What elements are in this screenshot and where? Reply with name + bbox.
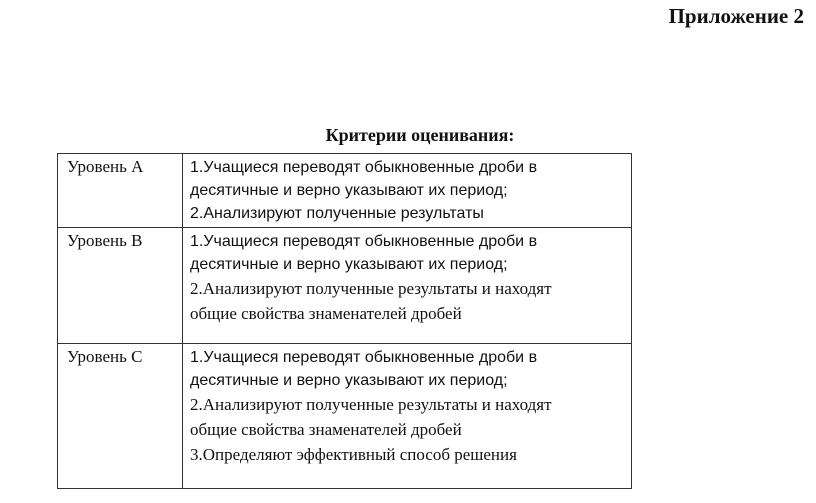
criterion-line: 3.Определяют эффективный способ решения xyxy=(190,445,517,464)
criteria-table xyxy=(57,153,632,489)
level-cell: Уровень C xyxy=(58,344,183,489)
criterion-line: десятичные и верно указывают их период; xyxy=(190,182,508,199)
criterion-line: 1.Учащиеся переводят обыкновенные дроби в xyxy=(190,349,538,366)
criterion-line: общие свойства знаменателей дробей xyxy=(190,304,462,323)
criterion-line: 1.Учащиеся переводят обыкновенные дроби в xyxy=(190,233,538,250)
appendix-label: Приложение 2 xyxy=(668,4,804,28)
document-title: Критерии оценивания: xyxy=(325,125,515,145)
description-cell xyxy=(183,228,632,344)
table-row-level-a xyxy=(58,154,632,228)
level-cell: Уровень A xyxy=(58,154,183,228)
criterion-line: 1.Учащиеся переводят обыкновенные дроби в xyxy=(190,159,538,176)
criterion-line: десятичные и верно указывают их период; xyxy=(190,256,508,273)
criterion-line: десятичные и верно указывают их период; xyxy=(190,372,508,389)
criterion-line: общие свойства знаменателей дробей xyxy=(190,420,462,439)
criterion-line: 2.Анализируют полученные результаты и находят xyxy=(190,279,552,298)
description-cell xyxy=(183,344,632,489)
level-cell: Уровень B xyxy=(58,228,183,344)
table-row-level-b xyxy=(58,228,632,344)
criterion-line: 2.Анализируют полученные результаты и находят xyxy=(190,395,552,414)
criterion-line: 2.Анализируют полученные результаты xyxy=(190,205,484,222)
table-row-level-c xyxy=(58,344,632,489)
description-cell xyxy=(183,154,632,228)
